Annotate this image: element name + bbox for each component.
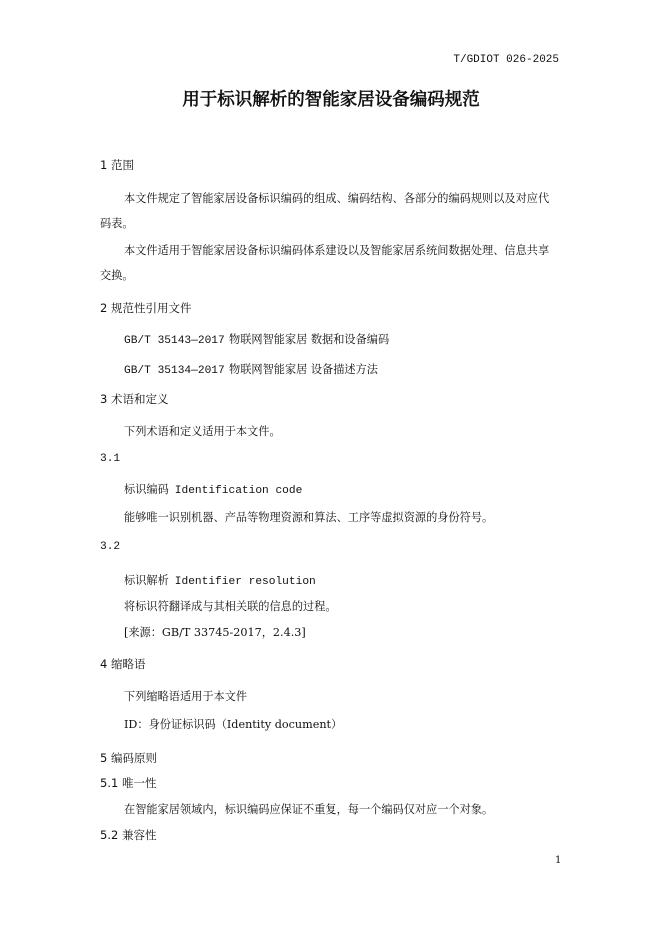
- subsection-heading-compatibility: 5.2 兼容性: [100, 828, 157, 842]
- reference-item: [124, 331, 389, 347]
- terms-intro: 下列术语和定义适用于本文件。: [124, 425, 281, 438]
- term-number: 3.2: [100, 541, 121, 553]
- subsection-heading-uniqueness: 5.1 唯一性: [100, 776, 157, 790]
- document-id: T/GDIOT 026-2025: [453, 54, 559, 66]
- scope-para-1-line-1: 本文件规定了智能家居设备标识编码的组成、编码结构、各部分的编码规则以及对应代: [124, 192, 550, 205]
- reference-item: [124, 361, 378, 377]
- uniqueness-text: 在智能家居领域内，标识编码应保证不重复，每一个编码仅对应一个对象。: [124, 803, 494, 816]
- scope-para-2-line-2: 交换。: [100, 269, 134, 282]
- scope-para-1-line-2: 码表。: [100, 217, 134, 230]
- page-number: 1: [555, 855, 562, 866]
- abbreviation-item: ID：身份证标识码（Identity document）: [124, 718, 343, 731]
- section-heading-scope: 1 范围: [100, 158, 134, 172]
- term-zh: 标识编码: [124, 483, 169, 496]
- page-title: 用于标识解析的智能家居设备编码规范: [182, 90, 480, 110]
- term-en: Identifier resolution: [174, 576, 316, 588]
- term-definition: 能够唯一识别机器、产品等物理资源和算法、工序等虚拟资源的身份符号。: [124, 511, 494, 524]
- section-heading-normative-refs: 2 规范性引用文件: [100, 301, 192, 315]
- reference-title: 物联网智能家居 设备描述方法: [229, 363, 378, 376]
- reference-code: GB/T 35143—2017: [124, 335, 225, 347]
- abbreviations-intro: 下列缩略语适用于本文件: [124, 690, 248, 703]
- term-title: [124, 481, 302, 497]
- scope-para-2-line-1: 本文件适用于智能家居设备标识编码体系建设以及智能家居系统间数据处理、信息共享: [124, 244, 550, 257]
- term-en: Identification code: [174, 485, 303, 497]
- reference-title: 物联网智能家居 数据和设备编码: [229, 333, 390, 346]
- term-title: [124, 572, 316, 588]
- term-number: 3.1: [100, 453, 121, 465]
- term-source: [来源：GB/T 33745-2017，2.4.3]: [124, 626, 306, 639]
- reference-code: GB/T 35134—2017: [124, 365, 225, 377]
- section-heading-abbreviations: 4 缩略语: [100, 657, 146, 671]
- section-heading-principles: 5 编码原则: [100, 751, 157, 765]
- section-heading-terms: 3 术语和定义: [100, 392, 169, 406]
- term-definition: 将标识符翻译成与其相关联的信息的过程。: [124, 600, 337, 613]
- term-zh: 标识解析: [124, 574, 169, 587]
